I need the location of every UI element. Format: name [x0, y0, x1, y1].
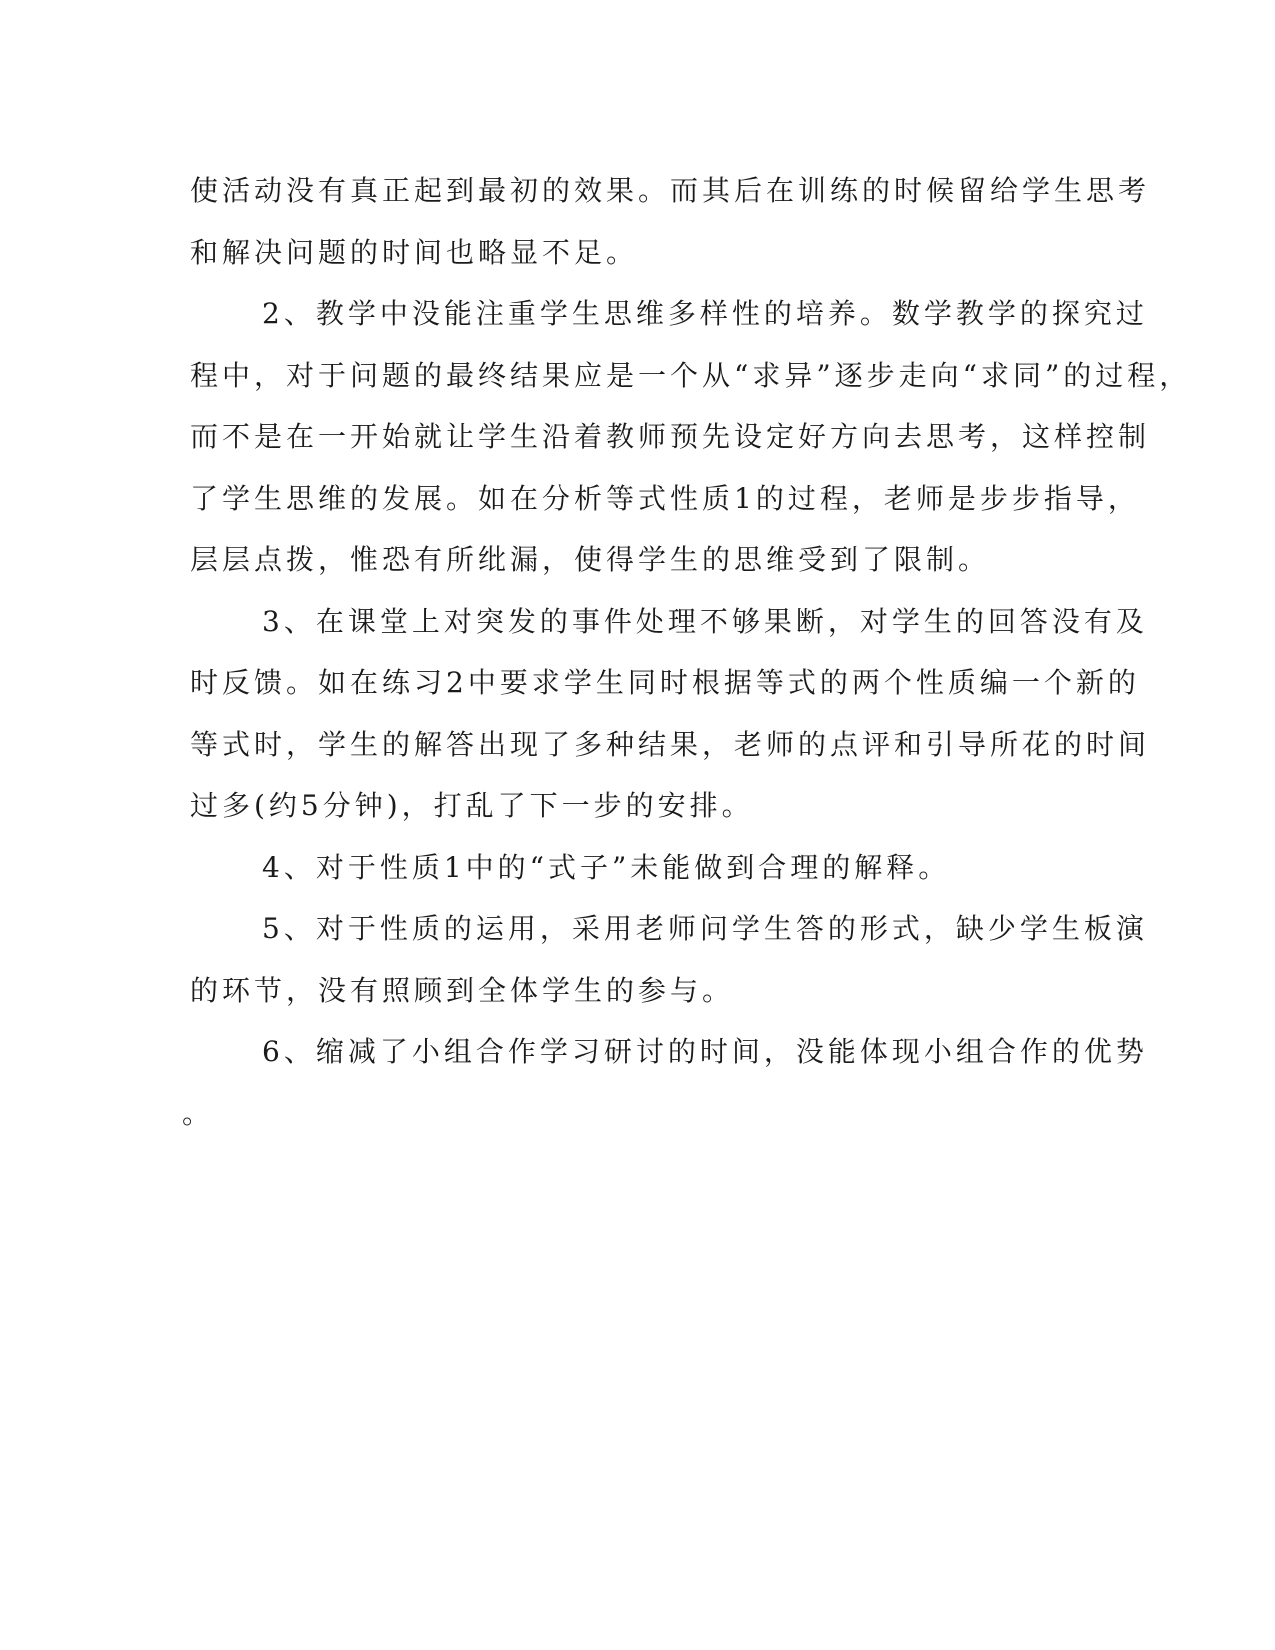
- paragraph-2-line-5: 层层点拨，惟恐有所纰漏，使得学生的思维受到了限制。: [190, 543, 991, 576]
- paragraph-2-line-4: 了学生思维的发展。如在分析等式性质1的过程，老师是步步指导，: [190, 481, 1140, 515]
- paragraph-5-line-2: 的环节，没有照顾到全体学生的参与。: [190, 973, 735, 1007]
- paragraph-2-line-2: 程中，对于问题的最终结果应是一个从“求异”逐步走向“求同”的过程，: [190, 358, 1192, 392]
- paragraph-1-line-1: 使活动没有真正起到最初的效果。而其后在训练的时候留给学生思考: [190, 174, 1151, 207]
- paragraph-4-line-1: 4、对于性质1中的“式子”未能做到合理的解释。: [262, 850, 951, 884]
- paragraph-5-line-1: 5、对于性质的运用，采用老师问学生答的形式，缺少学生板演: [262, 912, 1148, 945]
- paragraph-3-line-3: 等式时，学生的解答出现了多种结果，老师的点评和引导所花的时间: [190, 727, 1151, 761]
- paragraph-2-line-3: 而不是在一开始就让学生沿着教师预先设定好方向去思考，这样控制: [190, 420, 1151, 453]
- paragraph-1-line-2: 和解决问题的时间也略显不足。: [190, 235, 639, 269]
- paragraph-3-line-1: 3、在课堂上对突发的事件处理不够果断，对学生的回答没有及: [262, 604, 1148, 638]
- document-body: [182, 160, 1192, 1144]
- paragraph-6-line-1: 6、缩减了小组合作学习研讨的时间，没能体现小组合作的优势: [262, 1035, 1148, 1068]
- paragraph-2-line-1: 2、教学中没能注重学生思维多样性的培养。数学教学的探究过: [262, 297, 1148, 330]
- paragraph-3-line-2: 时反馈。如在练习2中要求学生同时根据等式的两个性质编一个新的: [190, 666, 1140, 699]
- paragraph-3-line-4: 过多(约5分钟)，打乱了下一步的安排。: [190, 789, 754, 822]
- paragraph-6-line-2: 。: [182, 1096, 215, 1130]
